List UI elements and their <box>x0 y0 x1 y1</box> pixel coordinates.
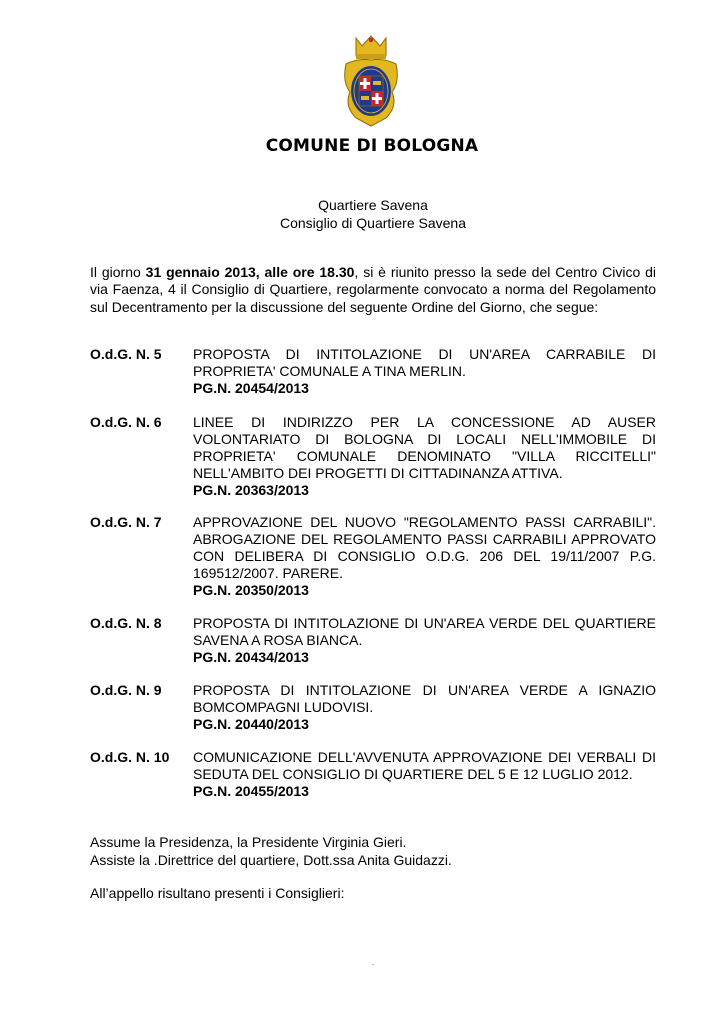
intro-pre: Il giorno <box>90 264 146 280</box>
odg-number: O.d.G. N. 9 <box>90 682 162 698</box>
odg-protocol: PG.N. 20440/2013 <box>193 716 309 732</box>
odg-item <box>90 414 656 499</box>
odg-protocol: PG.N. 20454/2013 <box>193 380 309 396</box>
intro-post: , si è riunito presso la sede del Centro Civico di via Faenza, 4 il Consiglio di Quartiere, regolarmente convocato a norma del Regolamento sul Decentramento per la discussione del seguente Ordine del Giorno, che segue: <box>90 264 656 315</box>
odg-number: O.d.G. N. 10 <box>90 749 170 765</box>
attendance-notes <box>90 834 656 869</box>
odg-number: O.d.G. N. 7 <box>90 514 162 530</box>
odg-text: APPROVAZIONE DEL NUOVO "REGOLAMENTO PASSI CARRABILI". ABROGAZIONE DEL REGOLAMENTO PASSI CARRABILI APPROVATO CON DELIBERA DI CONSIGLIO O.D.G. 206 DEL 19/11/2007 P.G. 169512/2007. PARERE. <box>193 514 656 581</box>
odg-protocol: PG.N. 20434/2013 <box>193 649 309 665</box>
consiglio-title: Consiglio di Quartiere Savena <box>280 215 466 231</box>
coat-of-arms-icon <box>340 34 402 130</box>
odg-protocol: PG.N. 20350/2013 <box>193 582 309 598</box>
page-mark <box>372 964 374 965</box>
odg-text: LINEE DI INDIRIZZO PER LA CONCESSIONE AD AUSER VOLONTARIATO DI BOLOGNA DI LOCALI NELL'IMMOBILE DI PROPRIETA' COMUNALE DENOMINATO "VILLA RICCITELLI" NELL'AMBITO DEI PROGETTI DI CITTADINANZA ATTIVA. <box>193 414 656 481</box>
odg-number: O.d.G. N. 8 <box>90 615 162 631</box>
document-header <box>90 196 656 232</box>
odg-number: O.d.G. N. 6 <box>90 414 162 430</box>
intro-paragraph <box>90 264 656 316</box>
quartiere-title: Quartiere Savena <box>318 197 428 213</box>
odg-text: PROPOSTA DI INTITOLAZIONE DI UN'AREA CARRABILE DI PROPRIETA' COMUNALE A TINA MERLIN. <box>193 346 656 379</box>
comune-logo <box>262 32 482 174</box>
odg-text: COMUNICAZIONE DELL'AVVENUTA APPROVAZIONE DEI VERBALI DI SEDUTA DEL CONSIGLIO DI QUARTIERE DEL 5 E 12 LUGLIO 2012. <box>193 749 656 782</box>
odg-protocol: PG.N. 20363/2013 <box>193 482 309 498</box>
direttrice-line: Assiste la .Direttrice del quartiere, Dott.ssa Anita Guidazzi. <box>90 851 452 868</box>
presidenza-line: Assume la Presidenza, la Presidente Virginia Gieri. <box>90 834 407 850</box>
odg-item <box>90 514 656 599</box>
odg-protocol: PG.N. 20455/2013 <box>193 783 309 799</box>
appello-line: All’appello risultano presenti i Consiglieri: <box>90 885 345 901</box>
odg-text: PROPOSTA DI INTITOLAZIONE DI UN'AREA VERDE A IGNAZIO BOMCOMPAGNI LUDOVISI. <box>193 682 656 715</box>
odg-item <box>90 749 656 800</box>
logo-text: COMUNE DI BOLOGNA <box>265 136 479 156</box>
odg-item <box>90 346 656 397</box>
odg-number: O.d.G. N. 5 <box>90 346 162 362</box>
meeting-date: 31 gennaio 2013, alle ore 18.30 <box>145 264 355 280</box>
odg-item <box>90 682 656 733</box>
odg-item <box>90 615 656 666</box>
odg-text: PROPOSTA DI INTITOLAZIONE DI UN'AREA VERDE DEL QUARTIERE SAVENA A ROSA BIANCA. <box>193 615 656 648</box>
